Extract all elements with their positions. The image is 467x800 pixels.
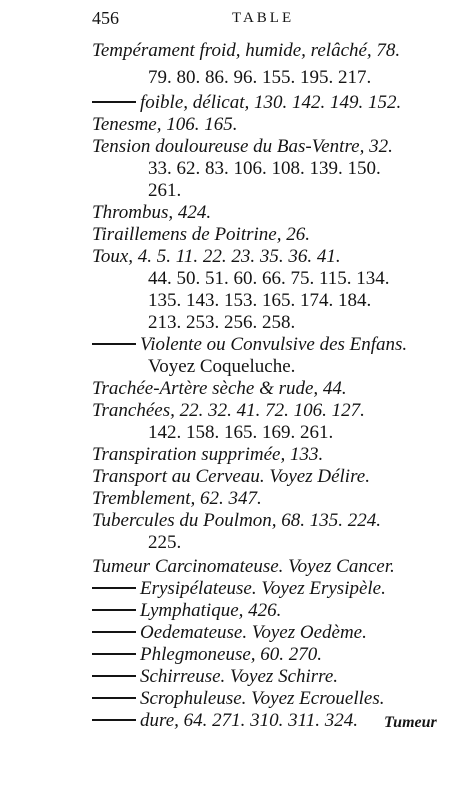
index-line bbox=[148, 422, 333, 444]
index-line bbox=[148, 180, 181, 202]
index-line-text: Schirreuse. Voyez Schirre. bbox=[140, 666, 339, 687]
ditto-dash bbox=[92, 587, 136, 589]
index-line-text: Scrophuleuse. Voyez Ecrouelles. bbox=[140, 688, 385, 709]
index-line bbox=[148, 532, 181, 554]
index-line bbox=[92, 40, 400, 62]
catchword: Tumeur bbox=[384, 714, 437, 731]
index-line bbox=[92, 378, 347, 400]
page-number: 456 bbox=[92, 8, 119, 28]
index-line bbox=[148, 312, 295, 334]
index-line bbox=[92, 246, 341, 268]
index-line bbox=[148, 268, 390, 290]
running-title: TABLE bbox=[232, 10, 295, 26]
index-line bbox=[92, 466, 370, 488]
index-line-text: Tubercules du Poulmon, 68. 135. 224. bbox=[92, 510, 382, 531]
ditto-dash bbox=[92, 675, 136, 677]
index-line bbox=[148, 67, 371, 89]
index-line-text: Tiraillemens de Poitrine, 26. bbox=[92, 224, 310, 245]
ditto-dash bbox=[92, 631, 136, 633]
index-line-text: dure, 64. 271. 310. 311. 324. bbox=[140, 710, 358, 731]
index-line-text: Thrombus, 424. bbox=[92, 202, 212, 223]
index-line-text: Tempérament froid, humide, relâché, 78. bbox=[92, 40, 401, 61]
index-line-text: Voyez Coqueluche. bbox=[148, 356, 296, 377]
index-line bbox=[92, 444, 323, 466]
index-line bbox=[92, 688, 384, 710]
index-line-text: Trachée-Artère sèche & rude, 44. bbox=[92, 378, 347, 399]
ditto-dash bbox=[92, 719, 136, 721]
index-line bbox=[148, 356, 295, 378]
index-line-text: Tumeur Carcinomateuse. Voyez Cancer. bbox=[92, 556, 395, 577]
index-line-text: Violente ou Convulsive des Enfans. bbox=[140, 334, 408, 355]
index-line-text: 213. 253. 256. 258. bbox=[148, 312, 296, 333]
ditto-dash bbox=[92, 101, 136, 103]
index-line bbox=[148, 158, 381, 180]
index-line bbox=[92, 92, 401, 114]
page-header bbox=[92, 8, 452, 30]
index-line-text: Tranchées, 22. 32. 41. 72. 106. 127. bbox=[92, 400, 365, 421]
index-line bbox=[92, 644, 322, 666]
ditto-dash bbox=[92, 609, 136, 611]
index-line bbox=[148, 290, 371, 312]
index-line bbox=[92, 488, 262, 510]
index-line bbox=[92, 202, 211, 224]
index-line-text: 33. 62. 83. 106. 108. 139. 150. bbox=[148, 158, 381, 179]
index-line-text: Toux, 4. 5. 11. 22. 23. 35. 36. 41. bbox=[92, 246, 341, 267]
index-line bbox=[92, 136, 393, 158]
index-line bbox=[92, 114, 238, 136]
index-line-text: 135. 143. 153. 165. 174. 184. bbox=[148, 290, 372, 311]
index-line-text: Phlegmoneuse, 60. 270. bbox=[140, 644, 323, 665]
index-line bbox=[92, 556, 395, 578]
index-line bbox=[92, 400, 365, 422]
index-line-text: 225. bbox=[148, 532, 182, 553]
index-line-text: Transpiration supprimée, 133. bbox=[92, 444, 324, 465]
index-line-text: foible, délicat, 130. 142. 149. 152. bbox=[140, 92, 402, 113]
index-line-text: Tenesme, 106. 165. bbox=[92, 114, 238, 135]
ditto-dash bbox=[92, 697, 136, 699]
index-line bbox=[92, 224, 310, 246]
index-line-text: Lymphatique, 426. bbox=[140, 600, 282, 621]
index-line-text: 261. bbox=[148, 180, 182, 201]
index-line-text: Tremblement, 62. 347. bbox=[92, 488, 262, 509]
index-line-text: Oedemateuse. Voyez Oedème. bbox=[140, 622, 367, 643]
index-line bbox=[92, 578, 386, 600]
index-line-text: 44. 50. 51. 60. 66. 75. 115. 134. bbox=[148, 268, 390, 289]
index-line-text: Transport au Cerveau. Voyez Délire. bbox=[92, 466, 370, 487]
index-line bbox=[92, 334, 407, 356]
index-line-text: 79. 80. 86. 96. 155. 195. 217. bbox=[148, 67, 372, 88]
index-line-text: Erysipélateuse. Voyez Erysipèle. bbox=[140, 578, 386, 599]
index-line-text: 142. 158. 165. 169. 261. bbox=[148, 422, 334, 443]
ditto-dash bbox=[92, 653, 136, 655]
ditto-dash bbox=[92, 343, 136, 345]
index-line-text: Tension douloureuse du Bas-Ventre, 32. bbox=[92, 136, 393, 157]
index-line bbox=[92, 666, 338, 688]
index-line bbox=[92, 622, 367, 644]
index-line bbox=[92, 710, 358, 732]
index-line bbox=[92, 510, 381, 532]
index-line bbox=[92, 600, 281, 622]
